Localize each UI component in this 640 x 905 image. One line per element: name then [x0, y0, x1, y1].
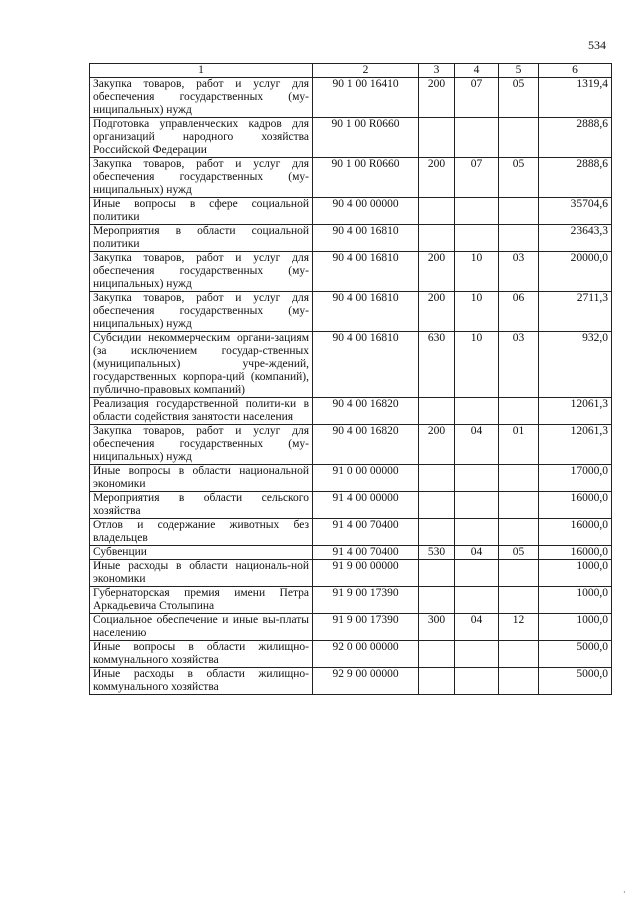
column-header-vr: 3 [419, 64, 455, 78]
cell-code: 90 4 00 16810 [313, 252, 419, 292]
cell-section [455, 398, 499, 425]
table-row [90, 252, 612, 292]
cell-name: Иные расходы в области жилищно-коммунального хозяйства [90, 668, 313, 695]
cell-expense-type: 300 [419, 614, 455, 641]
cell-amount: 1000,0 [539, 614, 612, 641]
cell-section [455, 492, 499, 519]
cell-section [455, 225, 499, 252]
cell-name: Субвенции [90, 546, 313, 560]
column-header-sum: 6 [539, 64, 612, 78]
cell-section: 07 [455, 78, 499, 118]
cell-name: Иные вопросы в области национальной экономики [90, 465, 313, 492]
cell-amount: 16000,0 [539, 519, 612, 546]
cell-subsection: 06 [499, 292, 539, 332]
table-row [90, 292, 612, 332]
cell-subsection [499, 198, 539, 225]
cell-amount: 12061,3 [539, 425, 612, 465]
cell-expense-type: 200 [419, 78, 455, 118]
page-number: 534 [588, 38, 606, 52]
cell-subsection [499, 519, 539, 546]
table-row [90, 641, 612, 668]
cell-name: Мероприятия в области социальной политики [90, 225, 313, 252]
cell-code: 92 9 00 00000 [313, 668, 419, 695]
cell-code: 90 1 00 R0660 [313, 158, 419, 198]
cell-amount: 12061,3 [539, 398, 612, 425]
cell-subsection: 03 [499, 252, 539, 292]
cell-amount: 2888,6 [539, 158, 612, 198]
table-row [90, 425, 612, 465]
cell-section: 10 [455, 292, 499, 332]
cell-code: 91 0 00 00000 [313, 465, 419, 492]
cell-section: 10 [455, 332, 499, 398]
cell-code: 91 9 00 00000 [313, 560, 419, 587]
cell-section [455, 198, 499, 225]
cell-code: 91 4 00 70400 [313, 546, 419, 560]
cell-section: 04 [455, 614, 499, 641]
cell-name: Закупка товаров, работ и услуг для обеспечения государственных (му-ниципальных) нужд [90, 78, 313, 118]
cell-expense-type: 530 [419, 546, 455, 560]
cell-expense-type: 200 [419, 252, 455, 292]
cell-section [455, 668, 499, 695]
cell-name: Закупка товаров, работ и услуг для обеспечения государственных (му-ниципальных) нужд [90, 158, 313, 198]
scan-mark: · [623, 888, 626, 897]
cell-name: Реализация государственной полити-ки в области содействия занятости населения [90, 398, 313, 425]
cell-name: Закупка товаров, работ и услуг для обеспечения государственных (му-ниципальных) нужд [90, 252, 313, 292]
cell-subsection [499, 560, 539, 587]
cell-section: 04 [455, 425, 499, 465]
table-row [90, 465, 612, 492]
cell-subsection [499, 587, 539, 614]
cell-name: Иные расходы в области националь-ной экономики [90, 560, 313, 587]
table-row [90, 587, 612, 614]
cell-section [455, 560, 499, 587]
cell-expense-type [419, 118, 455, 158]
cell-name: Закупка товаров, работ и услуг для обеспечения государственных (му-ниципальных) нужд [90, 425, 313, 465]
cell-subsection [499, 465, 539, 492]
column-header-name: 1 [90, 64, 313, 78]
cell-amount: 5000,0 [539, 641, 612, 668]
table-row [90, 560, 612, 587]
cell-code: 91 9 00 17390 [313, 614, 419, 641]
cell-section [455, 465, 499, 492]
cell-section: 10 [455, 252, 499, 292]
cell-expense-type [419, 225, 455, 252]
cell-amount: 20000,0 [539, 252, 612, 292]
cell-name: Подготовка управленческих кадров для организаций народного хозяйства Российской Федерации [90, 118, 313, 158]
cell-code: 91 4 00 00000 [313, 492, 419, 519]
cell-subsection [499, 398, 539, 425]
cell-amount: 17000,0 [539, 465, 612, 492]
table-row [90, 519, 612, 546]
cell-amount: 35704,6 [539, 198, 612, 225]
cell-expense-type [419, 668, 455, 695]
table-row [90, 668, 612, 695]
cell-code: 90 1 00 16410 [313, 78, 419, 118]
cell-expense-type: 630 [419, 332, 455, 398]
cell-subsection: 05 [499, 78, 539, 118]
cell-expense-type [419, 641, 455, 668]
cell-amount: 1319,4 [539, 78, 612, 118]
cell-subsection [499, 641, 539, 668]
cell-expense-type: 200 [419, 158, 455, 198]
cell-expense-type: 200 [419, 292, 455, 332]
cell-code: 90 1 00 R0660 [313, 118, 419, 158]
cell-code: 90 4 00 00000 [313, 198, 419, 225]
cell-name: Мероприятия в области сельского хозяйства [90, 492, 313, 519]
cell-amount: 1000,0 [539, 587, 612, 614]
cell-expense-type: 200 [419, 425, 455, 465]
cell-subsection: 03 [499, 332, 539, 398]
cell-expense-type [419, 560, 455, 587]
cell-subsection: 01 [499, 425, 539, 465]
cell-expense-type [419, 519, 455, 546]
cell-amount: 2888,6 [539, 118, 612, 158]
cell-section [455, 118, 499, 158]
cell-expense-type [419, 398, 455, 425]
table-row [90, 332, 612, 398]
cell-subsection: 05 [499, 158, 539, 198]
cell-code: 90 4 00 16810 [313, 292, 419, 332]
budget-table [89, 63, 612, 695]
cell-expense-type [419, 492, 455, 519]
cell-code: 90 4 00 16820 [313, 425, 419, 465]
cell-subsection: 05 [499, 546, 539, 560]
table-row [90, 398, 612, 425]
cell-section [455, 587, 499, 614]
cell-subsection [499, 118, 539, 158]
cell-amount: 1000,0 [539, 560, 612, 587]
table-row [90, 225, 612, 252]
cell-section: 07 [455, 158, 499, 198]
cell-expense-type [419, 198, 455, 225]
cell-code: 91 4 00 70400 [313, 519, 419, 546]
cell-amount: 23643,3 [539, 225, 612, 252]
cell-name: Губернаторская премия имени Петра Аркадьевича Столыпина [90, 587, 313, 614]
cell-amount: 2711,3 [539, 292, 612, 332]
cell-subsection: 12 [499, 614, 539, 641]
cell-amount: 932,0 [539, 332, 612, 398]
cell-code: 91 9 00 17390 [313, 587, 419, 614]
cell-expense-type [419, 587, 455, 614]
cell-subsection [499, 668, 539, 695]
cell-name: Отлов и содержание животных без владельцев [90, 519, 313, 546]
cell-section [455, 641, 499, 668]
cell-code: 90 4 00 16810 [313, 332, 419, 398]
cell-subsection [499, 492, 539, 519]
cell-amount: 5000,0 [539, 668, 612, 695]
table-row [90, 158, 612, 198]
cell-section: 04 [455, 546, 499, 560]
cell-amount: 16000,0 [539, 546, 612, 560]
table-header-row [90, 64, 612, 78]
cell-code: 92 0 00 00000 [313, 641, 419, 668]
table-row [90, 78, 612, 118]
cell-name: Иные вопросы в сфере социальной политики [90, 198, 313, 225]
table-row [90, 118, 612, 158]
cell-name: Социальное обеспечение и иные вы-платы населению [90, 614, 313, 641]
table-row [90, 546, 612, 560]
cell-name: Иные вопросы в области жилищно-коммунального хозяйства [90, 641, 313, 668]
cell-code: 90 4 00 16820 [313, 398, 419, 425]
table-body [90, 78, 612, 695]
cell-expense-type [419, 465, 455, 492]
table-row [90, 198, 612, 225]
cell-name: Субсидии некоммерческим органи-зациям (за исключением государ-ственных (муниципальных) учре-ждений, государственных корпора-ций (компаний), публично-правовых компаний) [90, 332, 313, 398]
table-row [90, 614, 612, 641]
cell-amount: 16000,0 [539, 492, 612, 519]
cell-code: 90 4 00 16810 [313, 225, 419, 252]
column-header-rz: 4 [455, 64, 499, 78]
cell-name: Закупка товаров, работ и услуг для обеспечения государственных (му-ниципальных) нужд [90, 292, 313, 332]
table-row [90, 492, 612, 519]
column-header-code: 2 [313, 64, 419, 78]
column-header-pr: 5 [499, 64, 539, 78]
cell-section [455, 519, 499, 546]
cell-subsection [499, 225, 539, 252]
